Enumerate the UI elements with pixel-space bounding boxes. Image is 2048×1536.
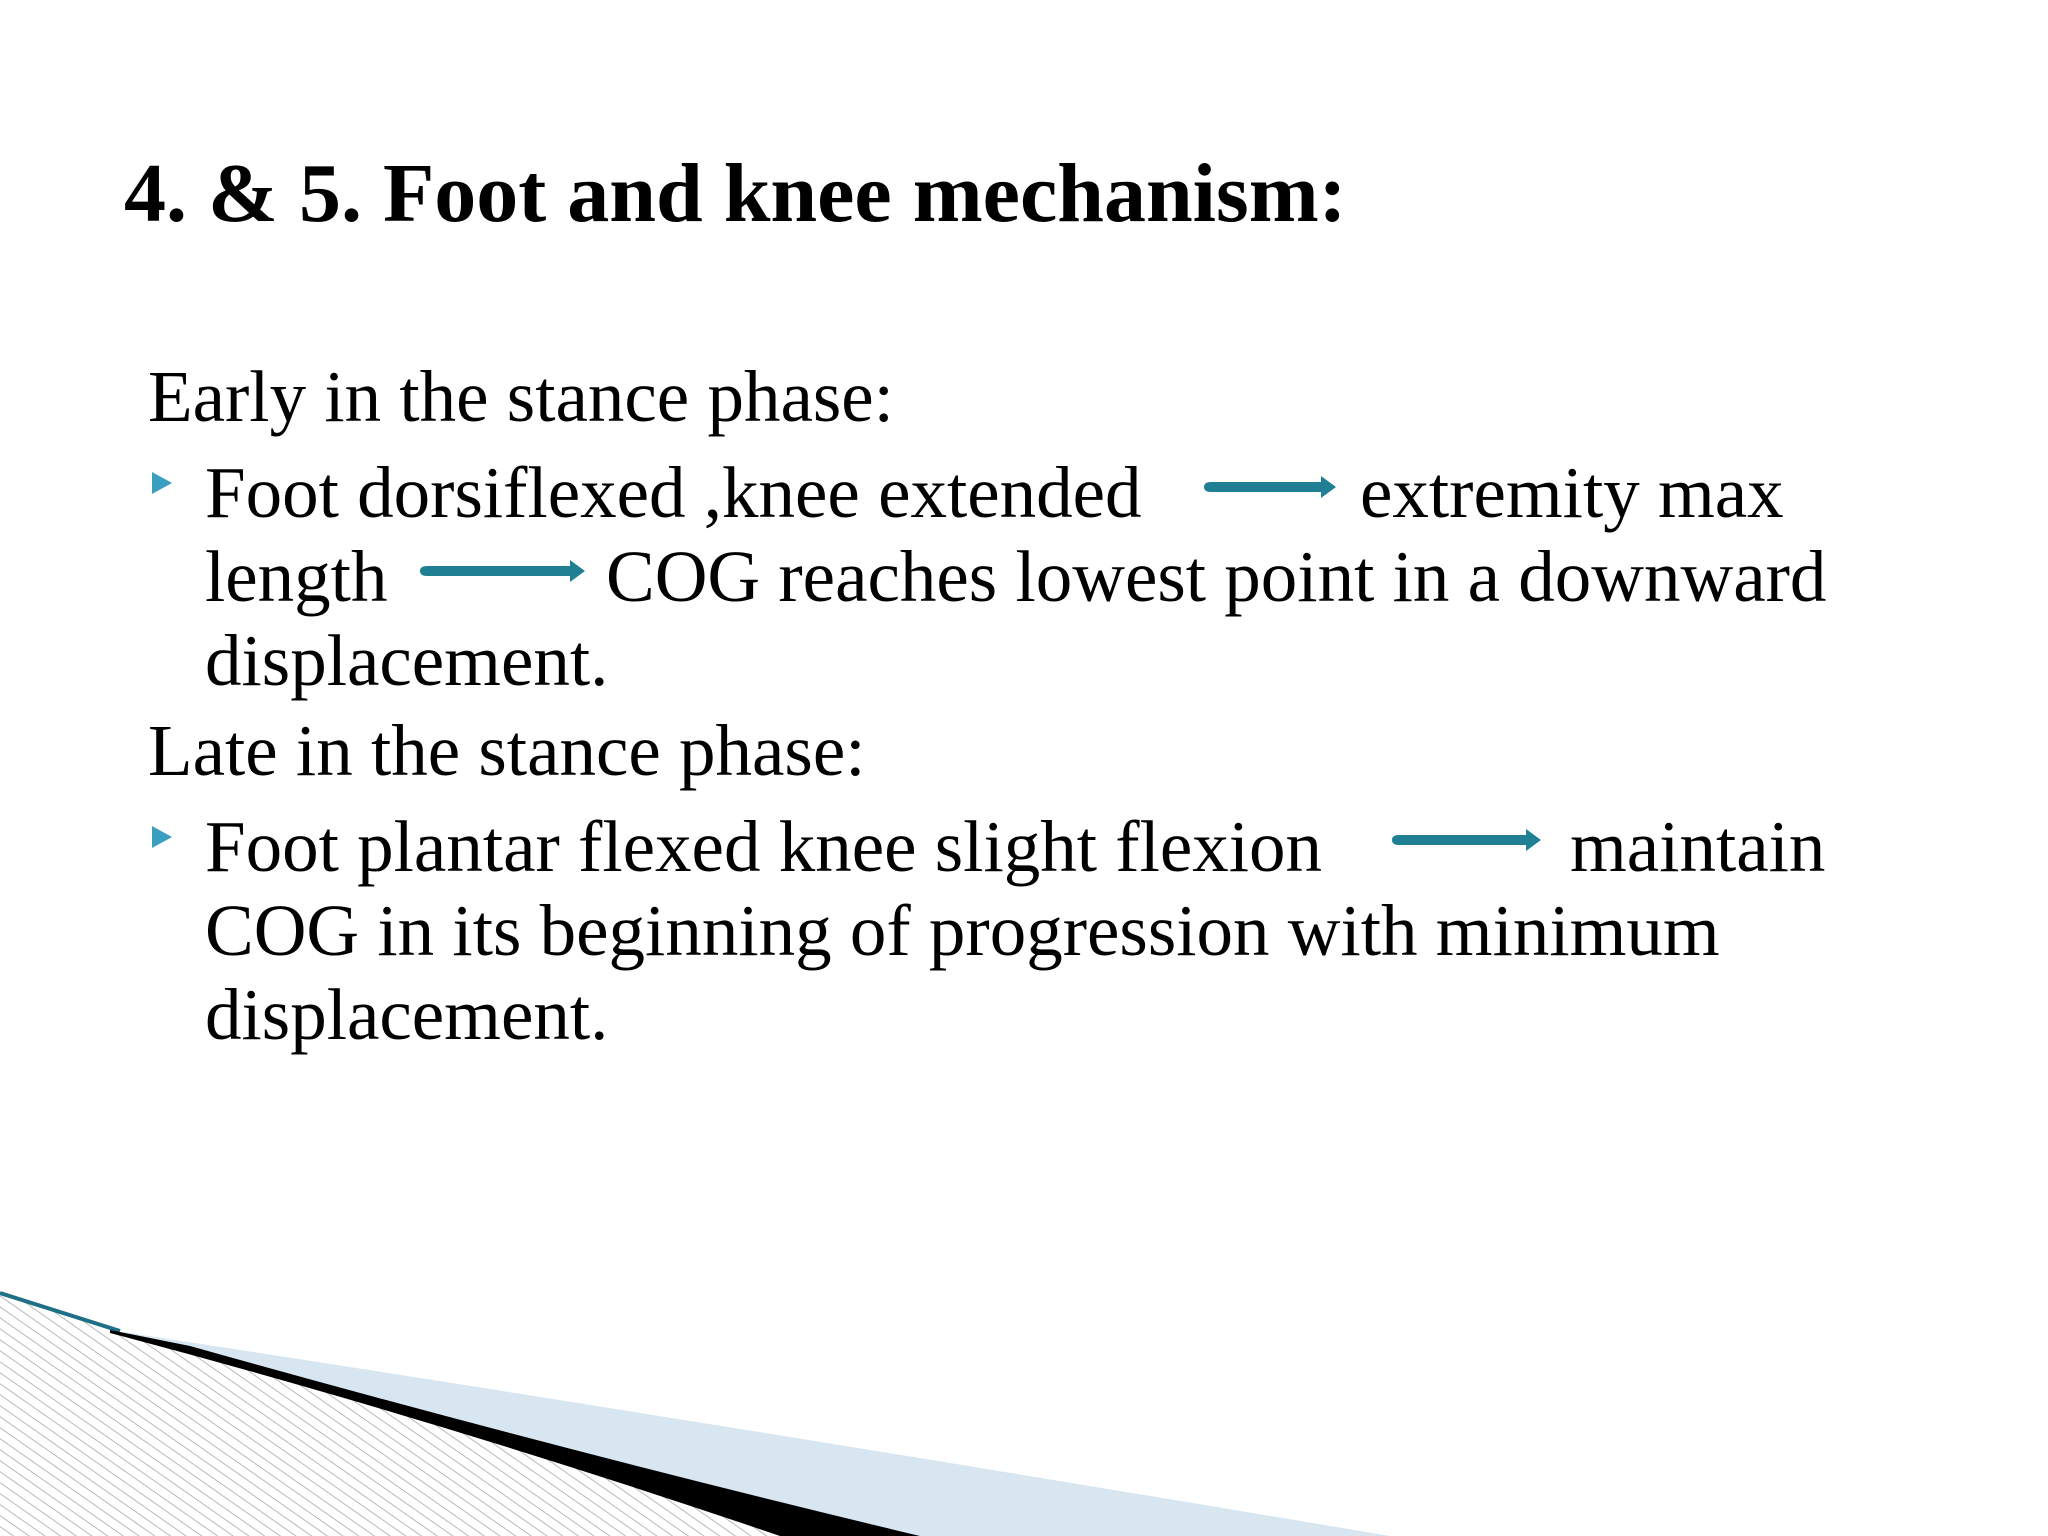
decor-hatched-area [0, 1294, 900, 1536]
decor-light-blue-wedge [110, 1330, 1390, 1536]
bullet2-line2-text: COG in its beginning of progression with minimum [205, 890, 1720, 971]
bullet2-line1-text-b: maintain [1570, 806, 1826, 887]
bullet1-line2-text-b: COG reaches lowest point in a downward [606, 536, 1827, 617]
bullet2-line1-text-a: Foot plantar flexed knee slight flexion [205, 806, 1323, 887]
decor-black-wedge [110, 1330, 920, 1536]
late-stance-heading: Late in the stance phase: [148, 710, 866, 791]
bullet1-line3-text: displacement. [205, 620, 609, 701]
bullet2-line3-text: displacement. [205, 974, 609, 1055]
bullet1-line1-text-b: extremity max [1360, 452, 1784, 533]
decor-teal-line [0, 1293, 120, 1331]
right-arrow-icon [1203, 474, 1338, 500]
bullet1-line2-text-a: length [205, 536, 388, 617]
bullet1-line1-text-a: Foot dorsiflexed ,knee extended [205, 452, 1142, 533]
early-stance-heading: Early in the stance phase: [148, 356, 894, 437]
right-arrow-icon [1391, 827, 1543, 853]
triangle-bullet-icon [152, 472, 172, 494]
slide-title: 4. & 5. Foot and knee mechanism: [124, 147, 1347, 240]
right-arrow-icon [419, 558, 587, 584]
triangle-bullet-icon [152, 826, 172, 848]
